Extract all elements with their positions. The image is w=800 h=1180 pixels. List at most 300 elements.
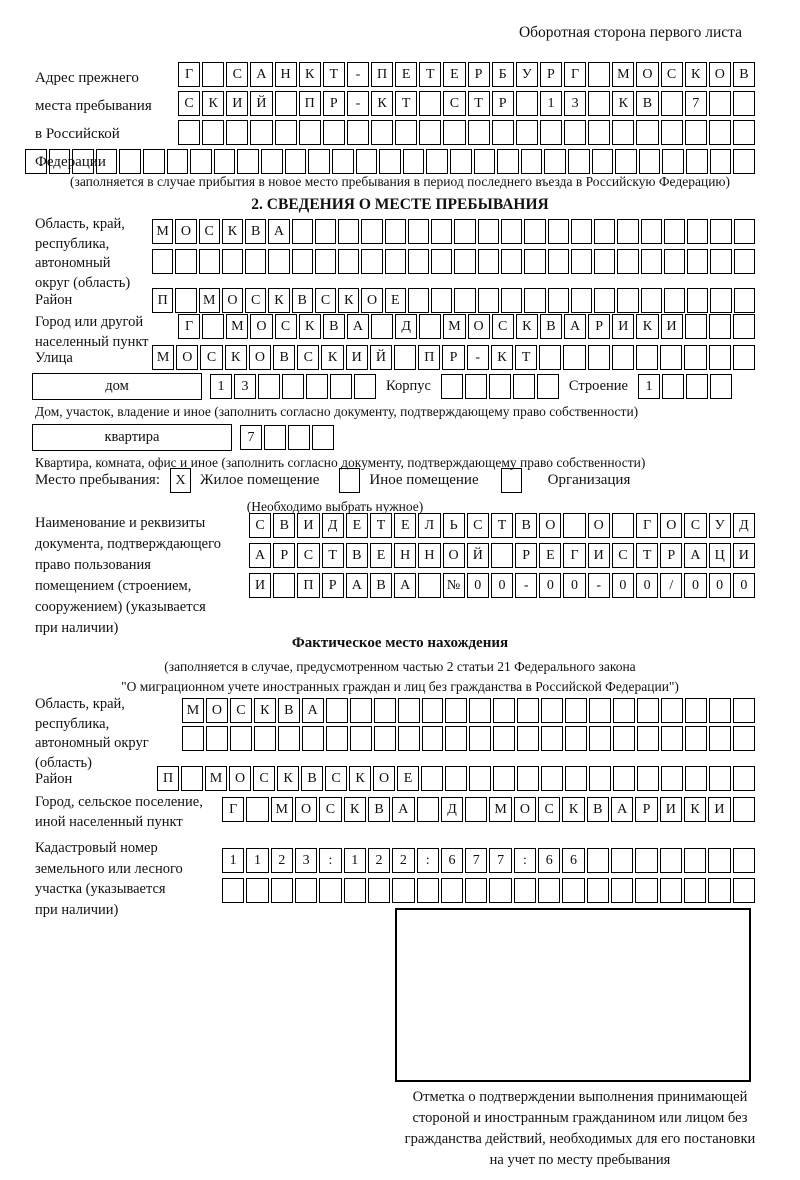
char-cell[interactable] [344, 878, 366, 903]
char-cell[interactable]: В [278, 698, 300, 723]
char-cell[interactable] [292, 249, 313, 274]
char-cell[interactable]: 1 [222, 848, 244, 873]
char-cell[interactable] [268, 249, 289, 274]
char-cell[interactable] [733, 314, 755, 339]
char-cell[interactable]: И [660, 797, 682, 822]
char-cell[interactable] [709, 726, 731, 751]
char-cell[interactable] [635, 848, 657, 873]
char-cell[interactable] [684, 848, 706, 873]
char-cell[interactable] [347, 120, 369, 145]
char-cell[interactable] [524, 288, 545, 313]
char-cell[interactable] [617, 219, 638, 244]
char-cell[interactable]: Т [322, 543, 344, 568]
char-cell[interactable]: У [516, 62, 538, 87]
char-cell[interactable] [394, 345, 416, 370]
char-cell[interactable] [143, 149, 165, 174]
char-cell[interactable]: О [206, 698, 228, 723]
char-cell[interactable] [524, 219, 545, 244]
char-cell[interactable]: 1 [344, 848, 366, 873]
char-cell[interactable]: 7 [465, 848, 487, 873]
char-cell[interactable]: С [315, 288, 336, 313]
char-cell[interactable] [733, 797, 755, 822]
char-cell[interactable] [641, 219, 662, 244]
char-cell[interactable]: П [418, 345, 440, 370]
char-cell[interactable] [548, 219, 569, 244]
char-cell[interactable] [282, 374, 304, 399]
char-cell[interactable]: 0 [733, 573, 755, 598]
char-cell[interactable]: Г [178, 314, 200, 339]
char-cell[interactable] [119, 149, 141, 174]
char-cell[interactable] [338, 219, 359, 244]
char-cell[interactable] [25, 149, 47, 174]
char-cell[interactable] [686, 374, 708, 399]
char-cell[interactable] [175, 288, 196, 313]
char-cell[interactable] [521, 149, 543, 174]
char-cell[interactable]: Г [222, 797, 244, 822]
char-cell[interactable] [254, 726, 276, 751]
char-cell[interactable]: В [368, 797, 390, 822]
char-cell[interactable] [398, 726, 420, 751]
char-cell[interactable] [664, 249, 685, 274]
char-cell[interactable]: 6 [441, 848, 463, 873]
char-cell[interactable] [687, 249, 708, 274]
char-cell[interactable] [684, 878, 706, 903]
char-cell[interactable] [611, 878, 633, 903]
char-cell[interactable]: О [660, 513, 682, 538]
char-cell[interactable] [541, 766, 563, 791]
char-cell[interactable] [426, 149, 448, 174]
char-cell[interactable] [548, 249, 569, 274]
char-cell[interactable]: В [323, 314, 345, 339]
char-cell[interactable] [733, 120, 755, 145]
char-cell[interactable] [733, 698, 755, 723]
char-cell[interactable]: К [338, 288, 359, 313]
char-cell[interactable] [537, 374, 559, 399]
char-cell[interactable]: 3 [234, 374, 256, 399]
char-cell[interactable] [660, 848, 682, 873]
char-cell[interactable]: К [202, 91, 224, 116]
char-cell[interactable]: 0 [612, 573, 634, 598]
char-cell[interactable]: С [178, 91, 200, 116]
char-cell[interactable] [408, 249, 429, 274]
char-cell[interactable] [374, 698, 396, 723]
char-cell[interactable]: О [250, 314, 272, 339]
char-cell[interactable]: / [660, 573, 682, 598]
stay-type-checkbox-other[interactable] [339, 468, 360, 493]
char-cell[interactable]: О [176, 345, 198, 370]
char-cell[interactable] [661, 91, 683, 116]
char-cell[interactable] [431, 249, 452, 274]
char-cell[interactable]: С [443, 91, 465, 116]
char-cell[interactable]: Н [418, 543, 440, 568]
char-cell[interactable] [733, 848, 755, 873]
char-cell[interactable]: К [684, 797, 706, 822]
char-cell[interactable] [540, 120, 562, 145]
char-cell[interactable]: К [222, 219, 243, 244]
char-cell[interactable] [664, 219, 685, 244]
char-cell[interactable] [489, 374, 511, 399]
char-cell[interactable]: Д [733, 513, 755, 538]
char-cell[interactable] [613, 698, 635, 723]
char-cell[interactable]: М [612, 62, 634, 87]
char-cell[interactable]: У [709, 513, 731, 538]
char-cell[interactable] [246, 878, 268, 903]
char-cell[interactable] [662, 374, 684, 399]
char-cell[interactable] [637, 726, 659, 751]
char-cell[interactable]: И [226, 91, 248, 116]
char-cell[interactable]: И [661, 314, 683, 339]
char-cell[interactable] [469, 726, 491, 751]
char-cell[interactable]: - [347, 62, 369, 87]
char-cell[interactable] [152, 249, 173, 274]
char-cell[interactable]: Т [419, 62, 441, 87]
char-cell[interactable]: О [709, 62, 731, 87]
char-cell[interactable]: 2 [392, 848, 414, 873]
char-cell[interactable]: К [562, 797, 584, 822]
char-cell[interactable]: Р [660, 543, 682, 568]
char-cell[interactable] [202, 314, 224, 339]
char-cell[interactable] [539, 345, 561, 370]
char-cell[interactable] [710, 288, 731, 313]
char-cell[interactable]: К [636, 314, 658, 339]
char-cell[interactable]: : [417, 848, 439, 873]
char-cell[interactable]: Р [635, 797, 657, 822]
char-cell[interactable]: О [249, 345, 271, 370]
char-cell[interactable] [454, 288, 475, 313]
char-cell[interactable] [708, 848, 730, 873]
char-cell[interactable]: А [684, 543, 706, 568]
char-cell[interactable]: Г [178, 62, 200, 87]
char-cell[interactable] [565, 766, 587, 791]
char-cell[interactable] [733, 766, 755, 791]
char-cell[interactable] [264, 425, 286, 450]
char-cell[interactable]: 0 [709, 573, 731, 598]
char-cell[interactable] [636, 120, 658, 145]
char-cell[interactable] [408, 219, 429, 244]
char-cell[interactable]: М [182, 698, 204, 723]
char-cell[interactable]: К [254, 698, 276, 723]
char-cell[interactable] [417, 878, 439, 903]
char-cell[interactable] [417, 797, 439, 822]
char-cell[interactable]: В [515, 513, 537, 538]
char-cell[interactable]: Е [394, 513, 416, 538]
char-cell[interactable] [733, 91, 755, 116]
char-cell[interactable]: 7 [685, 91, 707, 116]
char-cell[interactable] [571, 288, 592, 313]
char-cell[interactable] [175, 249, 196, 274]
char-cell[interactable] [181, 766, 203, 791]
char-cell[interactable] [710, 219, 731, 244]
char-cell[interactable] [544, 149, 566, 174]
char-cell[interactable] [182, 726, 204, 751]
char-cell[interactable] [226, 120, 248, 145]
char-cell[interactable]: С [253, 766, 275, 791]
char-cell[interactable] [332, 149, 354, 174]
char-cell[interactable] [385, 219, 406, 244]
char-cell[interactable] [636, 345, 658, 370]
char-cell[interactable]: 0 [491, 573, 513, 598]
char-cell[interactable]: С [319, 797, 341, 822]
char-cell[interactable]: Л [418, 513, 440, 538]
char-cell[interactable] [468, 120, 490, 145]
char-cell[interactable]: 2 [368, 848, 390, 873]
char-cell[interactable] [312, 425, 334, 450]
char-cell[interactable]: О [222, 288, 243, 313]
char-cell[interactable]: Й [467, 543, 489, 568]
char-cell[interactable] [72, 149, 94, 174]
char-cell[interactable]: Е [346, 513, 368, 538]
char-cell[interactable]: К [268, 288, 289, 313]
char-cell[interactable] [662, 149, 684, 174]
char-cell[interactable]: С [492, 314, 514, 339]
char-cell[interactable]: Н [275, 62, 297, 87]
char-cell[interactable]: Ь [443, 513, 465, 538]
char-cell[interactable]: С [245, 288, 266, 313]
char-cell[interactable]: Е [539, 543, 561, 568]
char-cell[interactable]: И [346, 345, 368, 370]
char-cell[interactable] [491, 543, 513, 568]
char-cell[interactable]: Е [395, 62, 417, 87]
char-cell[interactable] [465, 797, 487, 822]
char-cell[interactable] [637, 698, 659, 723]
char-cell[interactable] [319, 878, 341, 903]
char-cell[interactable] [709, 345, 731, 370]
char-cell[interactable] [306, 374, 328, 399]
char-cell[interactable] [734, 249, 755, 274]
char-cell[interactable]: В [733, 62, 755, 87]
char-cell[interactable]: П [297, 573, 319, 598]
char-cell[interactable] [250, 120, 272, 145]
char-cell[interactable] [326, 726, 348, 751]
char-cell[interactable]: В [292, 288, 313, 313]
char-cell[interactable] [612, 120, 634, 145]
char-cell[interactable] [588, 345, 610, 370]
char-cell[interactable] [421, 766, 443, 791]
char-cell[interactable]: О [443, 543, 465, 568]
char-cell[interactable] [493, 726, 515, 751]
char-cell[interactable]: Н [394, 543, 416, 568]
char-cell[interactable] [568, 149, 590, 174]
char-cell[interactable] [709, 698, 731, 723]
char-cell[interactable]: М [152, 219, 173, 244]
char-cell[interactable]: Р [273, 543, 295, 568]
char-cell[interactable] [564, 120, 586, 145]
char-cell[interactable] [541, 698, 563, 723]
char-cell[interactable] [222, 878, 244, 903]
char-cell[interactable]: 1 [246, 848, 268, 873]
char-cell[interactable] [202, 62, 224, 87]
char-cell[interactable] [733, 149, 755, 174]
char-cell[interactable]: 7 [240, 425, 262, 450]
char-cell[interactable] [178, 120, 200, 145]
char-cell[interactable]: Т [468, 91, 490, 116]
char-cell[interactable] [686, 149, 708, 174]
char-cell[interactable] [493, 698, 515, 723]
char-cell[interactable]: И [708, 797, 730, 822]
char-cell[interactable]: - [588, 573, 610, 598]
char-cell[interactable] [469, 766, 491, 791]
char-cell[interactable]: А [302, 698, 324, 723]
char-cell[interactable]: К [371, 91, 393, 116]
char-cell[interactable] [562, 878, 584, 903]
char-cell[interactable] [295, 878, 317, 903]
char-cell[interactable]: В [587, 797, 609, 822]
char-cell[interactable] [454, 219, 475, 244]
char-cell[interactable] [685, 698, 707, 723]
char-cell[interactable] [565, 698, 587, 723]
char-cell[interactable]: Р [322, 573, 344, 598]
char-cell[interactable] [708, 878, 730, 903]
char-cell[interactable] [685, 766, 707, 791]
char-cell[interactable] [478, 219, 499, 244]
char-cell[interactable] [292, 219, 313, 244]
char-cell[interactable]: Г [564, 62, 586, 87]
char-cell[interactable] [230, 726, 252, 751]
char-cell[interactable] [733, 345, 755, 370]
char-cell[interactable] [167, 149, 189, 174]
char-cell[interactable]: 1 [638, 374, 660, 399]
char-cell[interactable]: 7 [489, 848, 511, 873]
char-cell[interactable]: Д [322, 513, 344, 538]
char-cell[interactable] [96, 149, 118, 174]
char-cell[interactable]: С [226, 62, 248, 87]
char-cell[interactable]: Е [397, 766, 419, 791]
char-cell[interactable] [422, 726, 444, 751]
char-cell[interactable] [431, 219, 452, 244]
char-cell[interactable] [206, 726, 228, 751]
char-cell[interactable]: А [346, 573, 368, 598]
char-cell[interactable]: Б [492, 62, 514, 87]
char-cell[interactable] [660, 345, 682, 370]
char-cell[interactable] [299, 120, 321, 145]
char-cell[interactable]: О [514, 797, 536, 822]
char-cell[interactable] [271, 878, 293, 903]
char-cell[interactable] [454, 249, 475, 274]
char-cell[interactable] [422, 698, 444, 723]
char-cell[interactable] [403, 149, 425, 174]
char-cell[interactable] [392, 878, 414, 903]
char-cell[interactable] [261, 149, 283, 174]
char-cell[interactable] [617, 288, 638, 313]
char-cell[interactable] [501, 219, 522, 244]
char-cell[interactable]: В [636, 91, 658, 116]
char-cell[interactable]: Т [515, 345, 537, 370]
char-cell[interactable]: В [346, 543, 368, 568]
char-cell[interactable]: С [684, 513, 706, 538]
char-cell[interactable]: - [467, 345, 489, 370]
char-cell[interactable]: О [175, 219, 196, 244]
char-cell[interactable]: О [468, 314, 490, 339]
char-cell[interactable]: С [325, 766, 347, 791]
char-cell[interactable]: Д [441, 797, 463, 822]
char-cell[interactable] [661, 726, 683, 751]
char-cell[interactable] [302, 726, 324, 751]
char-cell[interactable] [684, 345, 706, 370]
char-cell[interactable] [588, 62, 610, 87]
char-cell[interactable]: К [277, 766, 299, 791]
char-cell[interactable] [450, 149, 472, 174]
char-cell[interactable]: А [564, 314, 586, 339]
char-cell[interactable]: С [200, 345, 222, 370]
char-cell[interactable]: Т [636, 543, 658, 568]
char-cell[interactable]: - [515, 573, 537, 598]
char-cell[interactable] [661, 120, 683, 145]
char-cell[interactable] [685, 120, 707, 145]
char-cell[interactable] [275, 91, 297, 116]
char-cell[interactable] [49, 149, 71, 174]
char-cell[interactable] [563, 513, 585, 538]
char-cell[interactable] [635, 878, 657, 903]
char-cell[interactable] [587, 878, 609, 903]
char-cell[interactable]: 0 [684, 573, 706, 598]
char-cell[interactable] [465, 878, 487, 903]
char-cell[interactable]: 3 [295, 848, 317, 873]
char-cell[interactable]: Р [323, 91, 345, 116]
char-cell[interactable]: В [273, 513, 295, 538]
char-cell[interactable] [617, 249, 638, 274]
char-cell[interactable] [594, 288, 615, 313]
char-cell[interactable] [660, 878, 682, 903]
char-cell[interactable]: В [273, 345, 295, 370]
char-cell[interactable]: Д [395, 314, 417, 339]
char-cell[interactable] [202, 120, 224, 145]
char-cell[interactable]: : [319, 848, 341, 873]
char-cell[interactable]: Р [492, 91, 514, 116]
char-cell[interactable] [637, 766, 659, 791]
char-cell[interactable]: Р [515, 543, 537, 568]
char-cell[interactable]: Р [468, 62, 490, 87]
char-cell[interactable] [524, 249, 545, 274]
char-cell[interactable] [517, 698, 539, 723]
char-cell[interactable]: - [347, 91, 369, 116]
char-cell[interactable]: С [297, 345, 319, 370]
char-cell[interactable] [710, 374, 732, 399]
char-cell[interactable] [275, 120, 297, 145]
char-cell[interactable] [431, 288, 452, 313]
char-cell[interactable] [517, 726, 539, 751]
char-cell[interactable] [308, 149, 330, 174]
char-cell[interactable] [469, 698, 491, 723]
char-cell[interactable] [190, 149, 212, 174]
char-cell[interactable]: О [373, 766, 395, 791]
char-cell[interactable] [419, 91, 441, 116]
char-cell[interactable] [445, 766, 467, 791]
char-cell[interactable]: 0 [539, 573, 561, 598]
char-cell[interactable]: С [661, 62, 683, 87]
char-cell[interactable] [288, 425, 310, 450]
char-cell[interactable] [501, 249, 522, 274]
char-cell[interactable]: К [225, 345, 247, 370]
char-cell[interactable]: 1 [210, 374, 232, 399]
stay-type-checkbox-organization[interactable] [501, 468, 522, 493]
char-cell[interactable] [588, 91, 610, 116]
char-cell[interactable] [571, 219, 592, 244]
char-cell[interactable] [615, 149, 637, 174]
char-cell[interactable]: А [249, 543, 271, 568]
char-cell[interactable] [513, 374, 535, 399]
char-cell[interactable] [497, 149, 519, 174]
char-cell[interactable]: А [611, 797, 633, 822]
char-cell[interactable]: М [489, 797, 511, 822]
char-cell[interactable]: 6 [562, 848, 584, 873]
char-cell[interactable]: 1 [540, 91, 562, 116]
char-cell[interactable] [245, 249, 266, 274]
char-cell[interactable]: А [347, 314, 369, 339]
stay-type-checkbox-residential[interactable]: X [170, 468, 191, 493]
char-cell[interactable] [408, 288, 429, 313]
char-cell[interactable]: 2 [271, 848, 293, 873]
char-cell[interactable] [709, 314, 731, 339]
